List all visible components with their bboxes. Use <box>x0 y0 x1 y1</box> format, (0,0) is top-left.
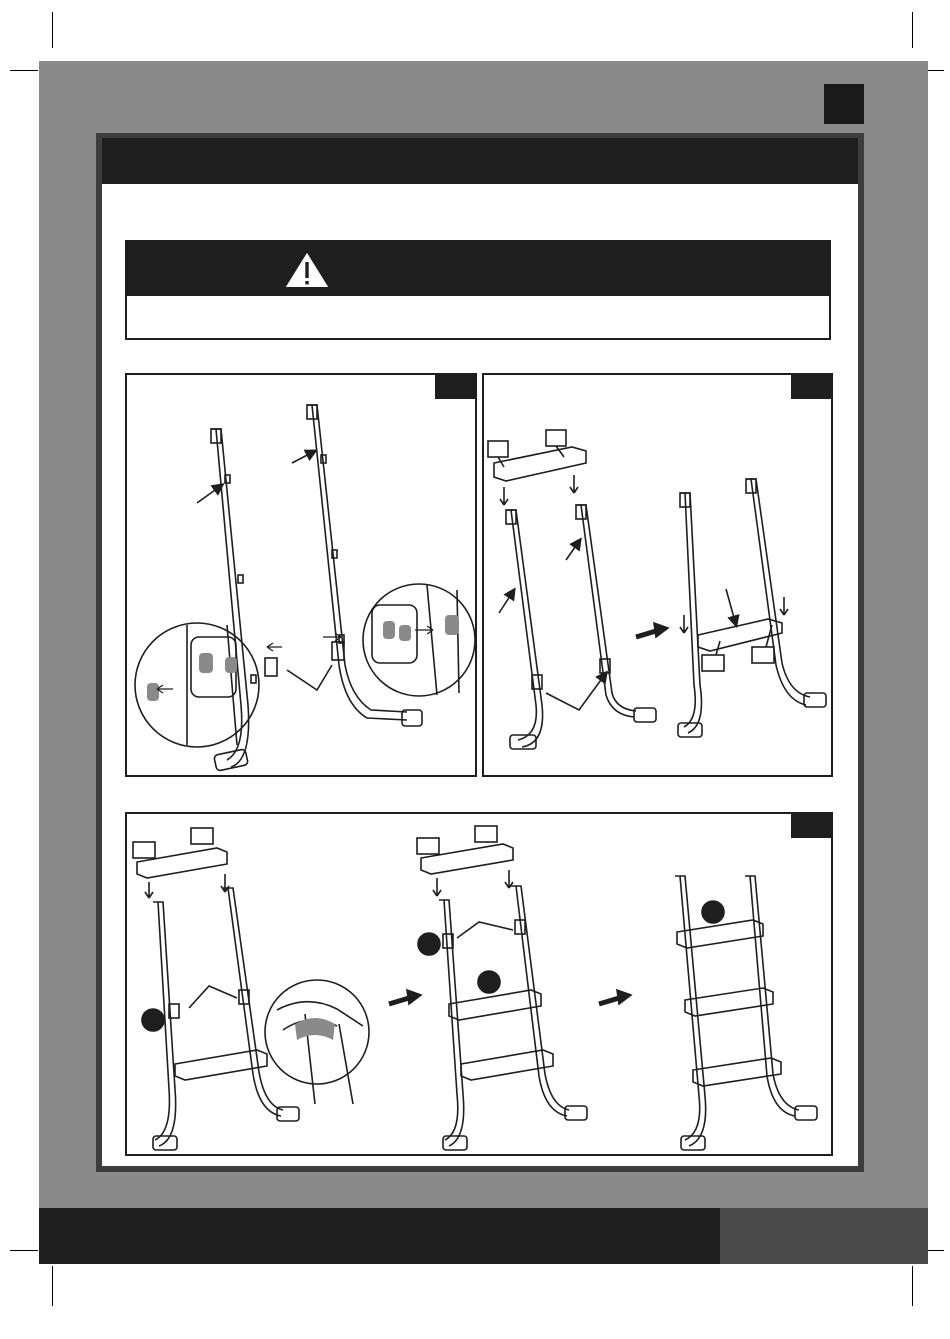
footer-bar <box>39 1208 720 1264</box>
warning-triangle-icon <box>277 242 337 296</box>
step-panel-2 <box>482 373 833 777</box>
crop-mark-top-left-v <box>52 12 53 48</box>
page-number-box <box>824 84 864 124</box>
crop-mark-bottom-right-v <box>912 1266 913 1306</box>
warning-header <box>127 242 829 296</box>
footer-accent <box>720 1208 928 1264</box>
crop-mark-top-right-v <box>912 12 913 48</box>
step-panel-3 <box>125 812 833 1156</box>
step-mounting-illustration <box>484 375 833 777</box>
warning-box <box>125 240 831 340</box>
ladder-completion-illustration <box>127 814 833 1156</box>
step-panel-1 <box>125 373 477 777</box>
rail-assembly-illustration <box>127 375 477 777</box>
crop-mark-bottom-left-v <box>52 1266 53 1306</box>
section-header-bar <box>102 138 858 184</box>
crop-mark-bottom-left-h <box>10 1250 38 1251</box>
crop-mark-top-left-h <box>10 70 38 71</box>
